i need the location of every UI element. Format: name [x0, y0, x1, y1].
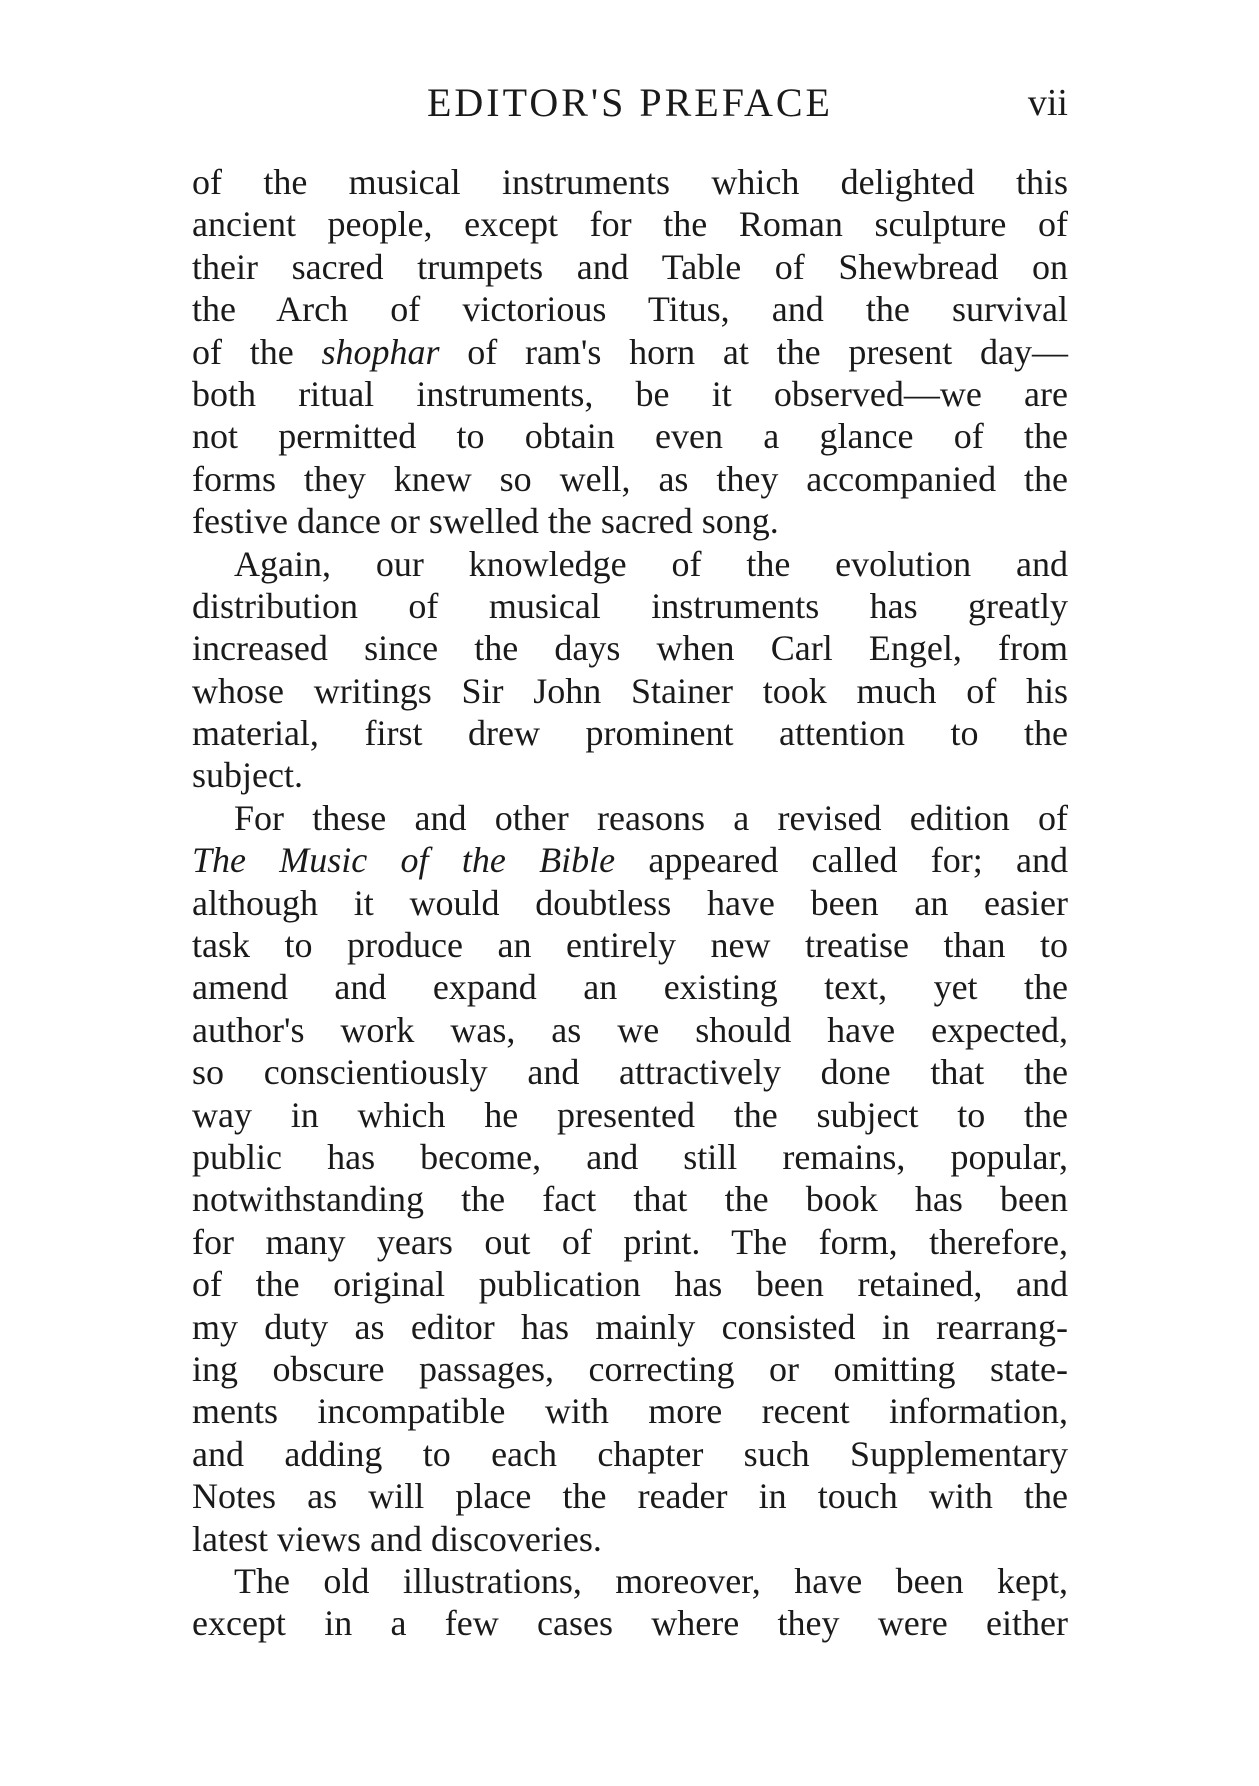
text-run: public has become, and still remains, popular, — [192, 1136, 1068, 1177]
italic-text: shophar — [321, 331, 440, 372]
text-run: my duty as editor has mainly consisted in rearrang- — [192, 1306, 1068, 1347]
text-line — [192, 1475, 1068, 1517]
text-line — [192, 1094, 1068, 1136]
text-run: For these and other reasons a revised edition of — [234, 797, 1068, 838]
text-run: and adding to each chapter such Supplementary — [192, 1433, 1068, 1474]
text-run: Notes as will place the reader in touch with the — [192, 1476, 1068, 1517]
text-line — [192, 1518, 1068, 1560]
text-run: amend and expand an existing text, yet the — [192, 967, 1068, 1008]
text-line — [192, 1306, 1068, 1348]
text-run: increased since the days when Carl Engel, from — [192, 628, 1068, 669]
text-line — [192, 1433, 1068, 1475]
text-run: so conscientiously and attractively done that the — [192, 1052, 1068, 1093]
text-line — [192, 1009, 1068, 1051]
text-run: except in a few cases where they were either — [192, 1603, 1068, 1644]
text-run: material, first drew prominent attention to the — [192, 713, 1068, 754]
text-run: their sacred trumpets and Table of Shewbread on — [192, 246, 1068, 287]
text-line — [192, 1221, 1068, 1263]
text-line — [192, 924, 1068, 966]
text-line — [192, 203, 1068, 245]
text-line — [192, 543, 1068, 585]
text-run: festive dance or swelled the sacred song. — [192, 501, 779, 542]
text-line — [192, 500, 1068, 542]
text-line — [192, 161, 1068, 203]
text-run: both ritual instruments, be it observed—we are — [192, 373, 1068, 414]
text-run: appeared called for; and — [615, 840, 1068, 881]
paragraph — [192, 543, 1068, 797]
text-line — [192, 1178, 1068, 1220]
text-line — [192, 1136, 1068, 1178]
text-run: ing obscure passages, correcting or omitting state- — [192, 1348, 1068, 1389]
running-head — [192, 78, 1068, 128]
text-run: of the original publication has been retained, and — [192, 1264, 1068, 1305]
text-run: although it would doubtless have been an easier — [192, 882, 1068, 923]
text-run: ments incompatible with more recent information, — [192, 1391, 1068, 1432]
text-line — [192, 1348, 1068, 1390]
text-run: the Arch of victorious Titus, and the survival — [192, 289, 1068, 330]
text-line — [192, 331, 1068, 373]
text-run: subject. — [192, 755, 303, 796]
paragraph — [192, 797, 1068, 1560]
text-line — [192, 288, 1068, 330]
text-line — [192, 1263, 1068, 1305]
page-number: vii — [1027, 82, 1068, 124]
text-run: task to produce an entirely new treatise than to — [192, 925, 1068, 966]
text-line — [192, 1560, 1068, 1602]
text-run: latest views and discoveries. — [192, 1518, 602, 1559]
text-run: way in which he presented the subject to the — [192, 1094, 1068, 1135]
text-run: notwithstanding the fact that the book has been — [192, 1179, 1068, 1220]
text-run: The old illustrations, moreover, have been kept, — [234, 1560, 1068, 1601]
body-text — [192, 161, 1068, 1645]
running-head-title: EDITOR'S PREFACE — [426, 80, 833, 125]
text-run: whose writings Sir John Stainer took much of his — [192, 670, 1068, 711]
text-line — [192, 415, 1068, 457]
text-line — [192, 754, 1068, 796]
text-line — [192, 712, 1068, 754]
text-line — [192, 246, 1068, 288]
text-line — [192, 670, 1068, 712]
text-line — [192, 1051, 1068, 1093]
text-run: of the musical instruments which delighted this — [192, 162, 1068, 202]
text-line — [192, 373, 1068, 415]
paragraph — [192, 1560, 1068, 1645]
text-line — [192, 882, 1068, 924]
text-run: ancient people, except for the Roman sculpture of — [192, 204, 1068, 245]
italic-text: The Music of the Bible — [192, 840, 616, 881]
text-run: of ram's horn at the present day— — [439, 331, 1068, 372]
text-run: of the — [192, 331, 322, 372]
text-run: author's work was, as we should have expected, — [192, 1009, 1068, 1050]
text-run: forms they knew so well, as they accompanied the — [192, 458, 1068, 499]
text-line — [192, 458, 1068, 500]
text-line — [192, 585, 1068, 627]
text-line — [192, 1602, 1068, 1644]
text-run: distribution of musical instruments has greatly — [192, 585, 1068, 626]
text-run: Again, our knowledge of the evolution and — [234, 543, 1068, 584]
text-line — [192, 627, 1068, 669]
text-run: not permitted to obtain even a glance of the — [192, 416, 1068, 457]
text-line — [192, 839, 1068, 881]
text-line — [192, 797, 1068, 839]
paragraph — [192, 161, 1068, 543]
text-line — [192, 1390, 1068, 1432]
text-line — [192, 966, 1068, 1008]
text-run: for many years out of print. The form, therefore, — [192, 1221, 1068, 1262]
